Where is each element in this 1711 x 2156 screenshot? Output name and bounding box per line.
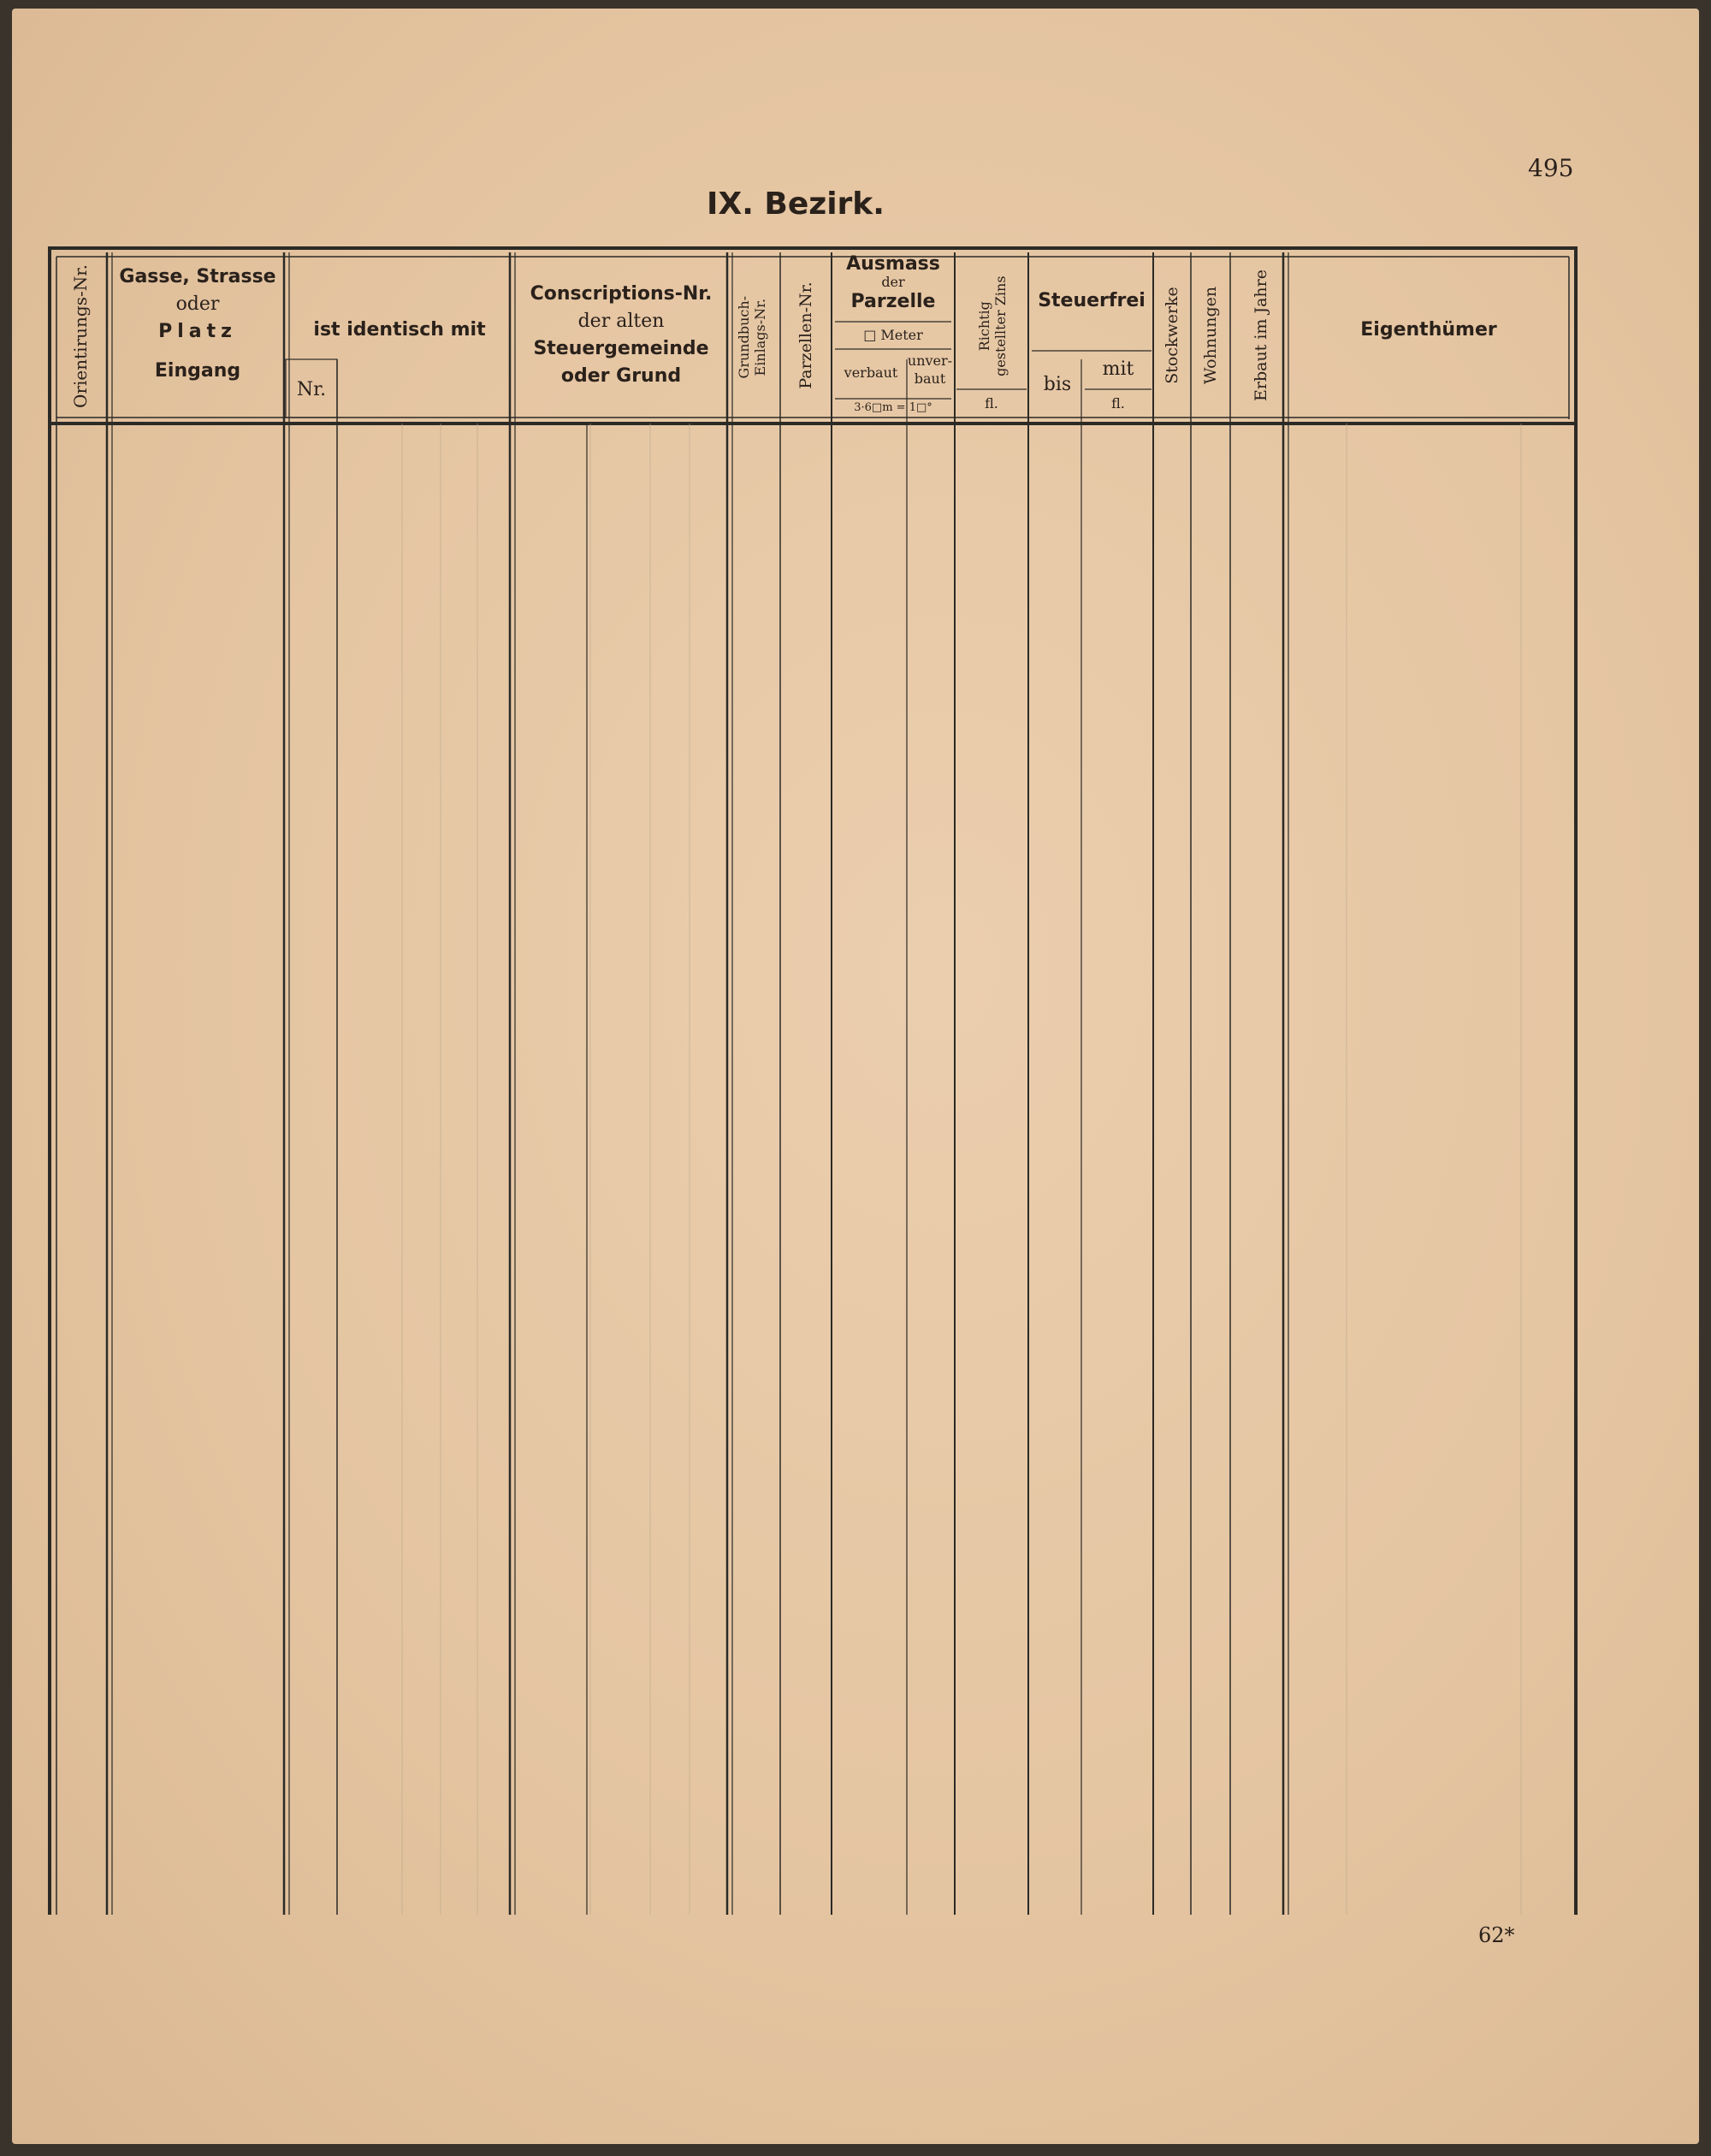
header-steuerfrei: Steuerfrei [1038, 290, 1146, 311]
page-number: 495 [1528, 154, 1574, 182]
header-ausmass-formula: 3·6□m = 1□° [854, 401, 932, 414]
header-ausmass-meter: □ Meter [863, 327, 923, 343]
header-identisch: ist identisch mit [313, 319, 486, 341]
header-erbaut-im-jahre: Erbaut im Jahre [1252, 270, 1270, 401]
header-wohnungen: Wohnungen [1201, 286, 1220, 385]
header-parzellen-nr: Parzellen-Nr. [796, 281, 815, 389]
header-eigenthuemer: Eigenthümer [1360, 319, 1497, 341]
header-steuerfrei-bis: bis [1043, 374, 1072, 395]
header-conscriptions: Conscriptions-Nr. der alten Steuergemeinde oder Grund [530, 283, 713, 387]
header-grundbuch-einlags-nr: Grundbuch- Einlags-Nr. [735, 295, 768, 379]
signature-mark: 62* [1478, 1923, 1515, 1947]
header-zins-unit: fl. [985, 395, 998, 412]
header-steuerfrei-unit: fl. [1111, 395, 1125, 412]
header-ausmass: Ausmass der Parzelle [846, 253, 940, 312]
header-ausmass-verbaut: verbaut [844, 364, 898, 381]
header-identisch-nr: Nr. [296, 379, 327, 400]
header-steuerfrei-mit: mit [1102, 358, 1134, 380]
header-ausmass-unverbaut: unver- baut [907, 352, 953, 387]
page-title: IX. Bezirk. [707, 187, 885, 222]
header-richtig-gestellter-zins: Richtig gestellter Zins [975, 275, 1009, 376]
header-orientierungs-nr: Orientirungs-Nr. [70, 264, 91, 408]
header-gasse: Gasse, Strasse oder Platz Eingang [119, 266, 276, 382]
header-stockwerke: Stockwerke [1163, 287, 1181, 384]
